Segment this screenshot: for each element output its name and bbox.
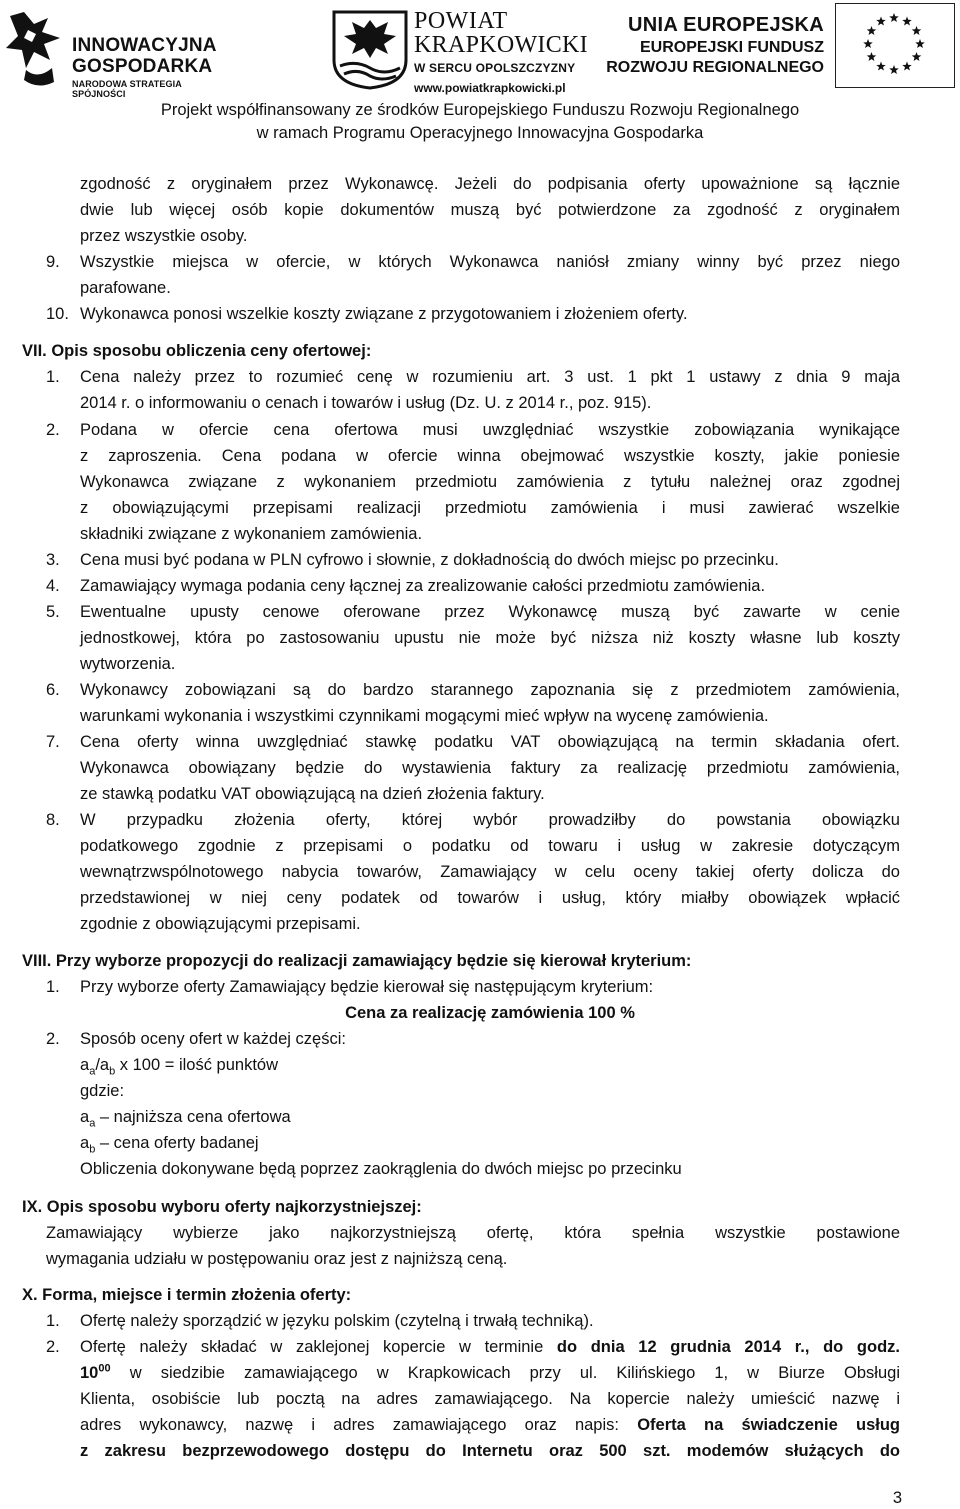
powiat-krapkowicki-eagle-crest-icon — [330, 6, 410, 90]
eu-star-icon — [902, 62, 912, 71]
list-number: 1. — [46, 1312, 60, 1330]
eu-star-icon — [867, 52, 877, 61]
list-number: 1. — [46, 368, 60, 386]
list-item-line: parafowane. — [80, 279, 171, 297]
list-item-line: $10^{00}$ w siedzibie zamawiającego w Krapkowicach przy ul. Kilińskiego 1, w Biurze Obsługi — [80, 1362, 900, 1382]
section-heading: VIII. Przy wyborze propozycji do realizacji zamawiający będzie się kierował kryterium: — [22, 952, 692, 970]
list-number: 4. — [46, 577, 60, 595]
innowacyjna-gospodarka-icon — [4, 8, 66, 88]
logo-subtitle: NARODOWA STRATEGIA SPÓJNOŚCI — [72, 79, 182, 99]
list-item-line: 2014 r. o informowaniu o cenach i towarów i usług (Dz. U. z 2014 r., poz. 915). — [80, 394, 652, 412]
list-number: 9. — [46, 253, 60, 271]
list-item-line: Klienta, osobiście lub pocztą na adres zamawiającego. Na kopercie należy umieścić nazwę i — [80, 1390, 900, 1408]
list-number: 10. — [46, 305, 69, 323]
section-heading: IX. Opis sposobu wyboru oferty najkorzystniejszej: — [22, 1198, 422, 1216]
innowacyjna-gospodarka-logo — [4, 8, 236, 99]
logo-krapkowicki-text: KRAPKOWICKI — [414, 32, 588, 58]
list-number: 2. — [46, 1030, 60, 1048]
logo-motto: W SERCU OPOLSZCZYZNY — [414, 61, 576, 75]
paragraph-line: przez wszystkie osoby. — [80, 227, 248, 245]
paragraph-line: zgodność z oryginałem przez Wykonawcę. Jeżeli do podpisania oferty upoważnione są łącznie — [80, 175, 900, 193]
list-number: 7. — [46, 733, 60, 751]
list-item-line: Cena należy przez to rozumieć cenę w rozumieniu art. 3 ust. 1 pkt 1 ustawy z dnia 9 maja — [80, 368, 900, 386]
paragraph-line: wymagania udziału w postępowaniu oraz jest z najniższą ceną. — [46, 1250, 508, 1268]
project-cofinancing-line: Projekt współfinansowany ze środków Europejskiego Funduszu Rozwoju Regionalnego — [160, 101, 800, 119]
paragraph-line: Zamawiający wybierze jako najkorzystniejszą ofertę, która spełnia wszystkie postawione — [46, 1224, 900, 1242]
eu-star-icon — [889, 65, 899, 74]
list-item-line: składniki związane z wykonaniem zamówienia. — [80, 525, 423, 543]
eu-title: UNIA EUROPEJSKA — [627, 14, 824, 36]
list-item-line: Ofertę należy sporządzić w języku polskim (czytelną i trwałą techniką). — [80, 1312, 594, 1330]
list-item-line: Wykonawcy zobowiązani są do bardzo starannego zapoznania się z przedmiotem zamówienia, — [80, 681, 900, 699]
list-item-line: podatkowego zgodnie z przepisami o podatku od towaru i usług w zakresie dotyczącym — [80, 837, 900, 855]
section-heading: X. Forma, miejsce i termin złożenia oferty: — [22, 1286, 352, 1304]
logo-website: www.powiatkrapkowicki.pl — [414, 81, 566, 95]
eu-fund-line2: ROZWOJU REGIONALNEGO — [606, 59, 824, 76]
eu-fund-line1: EUROPEJSKI FUNDUSZ — [639, 39, 824, 56]
paragraph-line: dwie lub więcej osób kopie dokumentów muszą być potwierdzone za zgodność z oryginałem — [80, 201, 900, 219]
formula-definition-aa: $a_a$ – najniższa cena ofertowa — [80, 1108, 291, 1130]
list-item-line: Zamawiający wymaga podania ceny łącznej za zrealizowanie całości przedmiotu zamówienia. — [80, 577, 766, 595]
list-item-line: Ewentualne upusty cenowe oferowane przez Wykonawcę muszą być zawarte w cenie — [80, 603, 900, 621]
eu-fund-logo — [606, 6, 824, 76]
list-item-line: Przy wyborze oferty Zamawiający będzie kierował się następującym kryterium: — [80, 978, 654, 996]
list-item-line: Wszystkie miejsca w ofercie, w których Wykonawca naniósł zmiany winny być przez niego — [80, 253, 900, 271]
eu-star-icon — [902, 16, 912, 25]
list-item-line: wytworzenia. — [80, 655, 176, 673]
list-number: 2. — [46, 1338, 60, 1356]
project-programme-line: w ramach Programu Operacyjnego Innowacyjna Gospodarka — [256, 124, 704, 142]
list-item-line: Wykonawca związane z wykonaniem przedmiotu zamówienia z tytułu należnej oraz zgodnej — [80, 473, 900, 491]
page-number: 3 — [892, 1489, 902, 1507]
eu-star-icon — [915, 39, 925, 48]
list-item-line: przedstawionej w niej ceny podatek od towarów i usług, który miałby obowiązek wpłacić — [80, 889, 900, 907]
list-item-line: Cena musi być podana w PLN cyfrowo i słownie, z dokładnością do dwóch miejsc po przecinku. — [80, 551, 779, 569]
eu-star-icon — [912, 26, 922, 35]
eu-star-icon — [867, 26, 877, 35]
eu-star-icon — [876, 16, 886, 25]
list-item-line: z zaproszenia. Cena podana w ofercie winna obejmować wszystkie koszty, jakie poniesie — [80, 447, 900, 465]
list-item-line: zgodnie z obowiązującymi przepisami. — [80, 915, 361, 933]
rounding-note: Obliczenia dokonywane będą poprzez zaokrąglenia do dwóch miejsc po przecinku — [80, 1160, 682, 1178]
list-item-line: Wykonawca obowiązany będzie do wystawienia faktury za realizację przedmiotu zamówienia, — [80, 759, 900, 777]
logo-title-line1: INNOWACYJNA — [72, 35, 217, 56]
formula-definition-ab: $a_b$ – cena oferty badanej — [80, 1134, 259, 1156]
section-heading: VII. Opis sposobu obliczenia ceny ofertowej: — [22, 342, 372, 360]
list-item-line: adres wykonawcy, nazwę i adres zamawiającego oraz napis: Oferta na świadczenie usług — [80, 1416, 900, 1434]
list-item-line: Sposób oceny ofert w każdej części: — [80, 1030, 346, 1048]
powiat-krapkowicki-logo — [330, 2, 590, 98]
list-item-line: z zakresu bezprzewodowego dostępu do Internetu oraz 500 szt. modemów służących do — [80, 1442, 900, 1460]
eu-star-icon — [912, 52, 922, 61]
list-item-line: wewnątrzwspólnotowego nabycia towarów, Zamawiający w celu oceny takiej oferty dolicza do — [80, 863, 900, 881]
list-number: 6. — [46, 681, 60, 699]
list-item-line: W przypadku złożenia oferty, której wybór prowadziłby do powstania obowiązku — [80, 811, 900, 829]
document-header — [0, 0, 960, 142]
list-number: 3. — [46, 551, 60, 569]
list-item-line: Wykonawca ponosi wszelkie koszty związane z przygotowaniem i złożeniem oferty. — [80, 305, 688, 323]
eu-star-icon — [889, 13, 899, 22]
eu-flag-stars-icon — [835, 3, 955, 88]
list-item-line: ze stawką podatku VAT obowiązującą na dzień złożenia faktury. — [80, 785, 545, 803]
criterion-line: Cena za realizację zamówienia 100 % — [345, 1004, 635, 1022]
list-item-line: Cena oferty winna uwzględniać stawkę podatku VAT obowiązującą na termin składania ofert. — [80, 733, 900, 751]
list-number: 2. — [46, 421, 60, 439]
logo-title-line2: GOSPODARKA — [72, 56, 213, 77]
list-item-line: warunkami wykonania i wszystkimi czynnikami mogącymi mieć wpływ na wycenę zamówienia. — [80, 707, 769, 725]
logo-powiat-text: POWIAT — [414, 8, 508, 34]
list-item-line: jednostkowej, która po zastosowaniu upustu nie może być niższa niż koszty własne lub koszty — [80, 629, 900, 647]
eu-star-icon — [863, 39, 873, 48]
list-number: 8. — [46, 811, 60, 829]
list-item-line: Ofertę należy składać w zaklejonej kopercie w terminie do dnia 12 grudnia 2014 r., do godz. — [80, 1338, 900, 1356]
list-number: 1. — [46, 978, 60, 996]
list-number: 5. — [46, 603, 60, 621]
list-item-line: z obowiązującymi przepisami realizacji przedmiotu zamówienia i musi zawierać wszelkie — [80, 499, 900, 517]
formula-where: gdzie: — [80, 1082, 125, 1100]
formula-line: $a_a/a_b$ x 100 = ilość punktów — [80, 1056, 279, 1078]
eu-star-icon — [876, 62, 886, 71]
list-item-line: Podana w ofercie cena ofertowa musi uwzględniać wszystkie zobowiązania wynikające — [80, 421, 900, 439]
